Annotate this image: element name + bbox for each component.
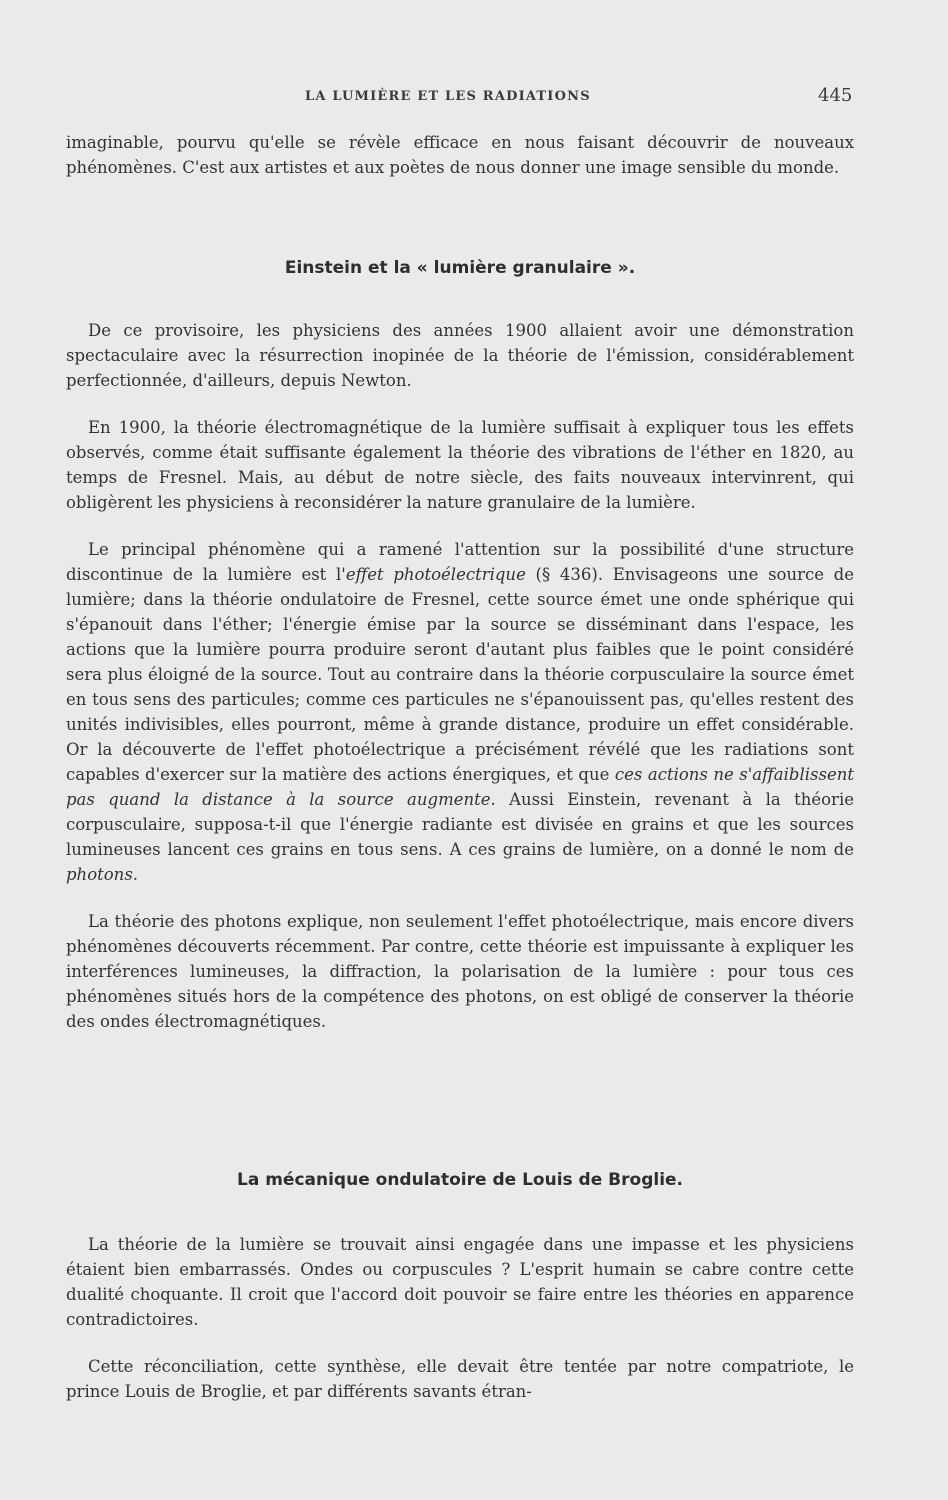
running-head: LA LUMIÈRE ET LES RADIATIONS <box>305 89 591 104</box>
paragraph: La théorie des photons explique, non seulement l'effet photoélectrique, mais encore divers phénomènes découverts récemment. Par contre, cette théorie est impuissante à expliquer les interférences lumineuses, la diffraction, la polarisation de la lumière : pour tous ces phénomènes situés hors de la compétence des photons, on est obligé de conserver la théorie des ondes électromagnétiques. <box>66 912 854 1031</box>
section-heading-einstein: Einstein et la « lumière granulaire ». <box>284 258 636 278</box>
italic-term: effet photoélectrique <box>345 565 526 584</box>
paragraph: En 1900, la théorie électromagnétique de la lumière suffisait à expliquer tous les effets observés, comme était suffisante également la théorie des vibrations de l'éther en 1820, au temps de Fresnel. Mais, au début de notre siècle, des faits nouveaux intervinrent, qui obligèrent les physiciens à reconsidérer la nature granulaire de la lumière. <box>66 418 854 512</box>
opening-text-block <box>66 130 854 202</box>
paragraph-photoelectric: Le principal phénomène qui a ramené l'attention sur la possibilité d'une structure discontinue de la lumière est l'effet photoélectrique (§ 436). Envisageons une source de lumière; dans la théorie ondulatoire de Fresnel, cette source émet une onde sphérique qui s'épanouit dans l'éther; l'énergie émise par la source se disséminant dans l'espace, les actions que la lumière pourra produire seront d'autant plus faibles que le point considéré sera plus éloigné de la source. Tout au contraire dans la théorie corpusculaire la source émet en tous sens des particules; comme ces particules ne s'épanouissent pas, qu'elles restent des unités indivisibles, elles pourront, même à grande distance, produire un effet considérable. Or la découverte de l'effet photoélectrique a précisément révélé que les radiations sont capables d'exercer sur la matière des actions énergiques, et que ces actions ne s'affaiblissent pas quand la distance à la source augmente. Aussi Einstein, revenant à la théorie corpusculaire, supposa-t-il que l'énergie radiante est divisée en grains et que les sources lumineuses lancent ces grains en tous sens. A ces grains de lumière, on a donné le nom de photons. <box>66 540 854 884</box>
italic-phrase: ces actions ne s'affaiblissent pas quand la distance à la source augmente. <box>66 765 854 809</box>
paragraph-continuation: imaginable, pourvu qu'elle se révèle efficace en nous faisant découvrir de nouveaux phénomènes. C'est aux artistes et aux poètes de nous donner une image sensible du monde. <box>66 133 854 177</box>
broglie-text-block <box>66 1232 854 1426</box>
page-number: 445 <box>818 85 853 106</box>
paragraph: Cette réconciliation, cette synthèse, elle devait être tentée par notre compatriote, le prince Louis de Broglie, et par différents savants étran- <box>66 1357 854 1401</box>
section-heading-broglie: La mécanique ondulatoire de Louis de Broglie. <box>236 1170 684 1190</box>
paragraph: La théorie de la lumière se trouvait ainsi engagée dans une impasse et les physiciens étaient bien embarrassés. Ondes ou corpuscules ? L'esprit humain se cabre contre cette dualité choquante. Il croit que l'accord doit pouvoir se faire entre les théories en apparence contradictoires. <box>66 1235 854 1329</box>
italic-term: photons. <box>66 865 139 884</box>
paragraph: De ce provisoire, les physiciens des années 1900 allaient avoir une démonstration spectaculaire avec la résurrection inopinée de la théorie de l'émission, considérablement perfectionnée, d'ailleurs, depuis Newton. <box>66 321 854 390</box>
einstein-text-block <box>66 318 854 1056</box>
